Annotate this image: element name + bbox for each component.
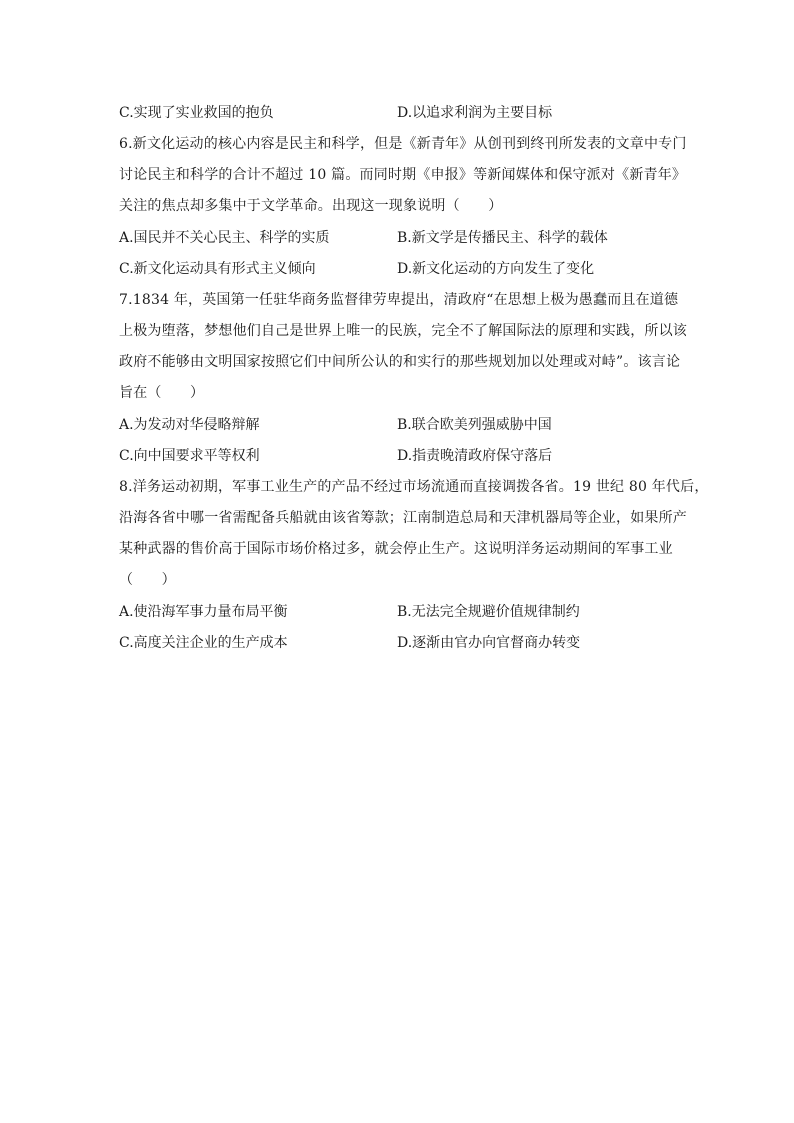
q8-stem-line-2: 沿海各省中哪一省需配备兵船就由该省筹款；江南制造总局和天津机器局等企业，如果所产 — [119, 510, 687, 526]
q6-stem-line-3: 关注的焦点却多集中于文学革命。出现这一现象说明（ ） — [119, 198, 503, 214]
q6-stem-line-1: 6.新文化运动的核心内容是民主和科学，但是《新青年》从创刊到终刊所发表的文章中专门 — [119, 136, 687, 152]
q7-stem-line-4: 旨在（ ） — [119, 385, 205, 401]
q6-stem-line-2: 讨论民主和科学的合计不超过 10 篇。而同时期《申报》等新闻媒体和保守派对《新青年》 — [119, 167, 687, 183]
q7-stem-line-1: 7.1834 年，英国第一任驻华商务监督律劳卑提出，清政府“在思想上极为愚蠢而且在道德 — [119, 292, 679, 308]
q7-option-b: B.联合欧美列强威胁中国 — [397, 417, 552, 433]
q5-option-d: D.以追求利润为主要目标 — [397, 105, 553, 121]
q8-option-d: D.逐渐由官办向官督商办转变 — [397, 635, 581, 651]
q8-option-b: B.无法完全规避价值规律制约 — [397, 604, 580, 620]
q6-option-c: C.新文化运动具有形式主义倾向 — [119, 261, 316, 277]
q8-stem-line-1: 8.洋务运动初期，军事工业生产的产品不经过市场流通而直接调拨各省。19 世纪 80 年代后， — [119, 479, 709, 495]
q7-option-c: C.向中国要求平等权利 — [119, 448, 260, 464]
q6-option-b: B.新文学是传播民主、科学的载体 — [397, 230, 608, 246]
q8-stem-line-3: 某种武器的售价高于国际市场价格过多，就会停止生产。这说明洋务运动期间的军事工业 — [119, 541, 673, 557]
q8-stem-line-4: （ ） — [119, 572, 176, 588]
q5-option-c: C.实现了实业救国的抱负 — [119, 105, 274, 121]
q6-option-a: A.国民并不关心民主、科学的实质 — [119, 230, 330, 246]
q6-option-d: D.新文化运动的方向发生了变化 — [397, 261, 595, 277]
q7-option-d: D.指责晚清政府保守落后 — [397, 448, 553, 464]
q8-option-a: A.使沿海军事力量布局平衡 — [119, 604, 288, 620]
q8-option-c: C.高度关注企业的生产成本 — [119, 635, 288, 651]
q7-stem-line-2: 上极为堕落，梦想他们自己是世界上唯一的民族，完全不了解国际法的原理和实践，所以该 — [119, 323, 687, 339]
q7-option-a: A.为发动对华侵略辩解 — [119, 417, 260, 433]
q7-stem-line-3: 政府不能够由文明国家按照它们中间所公认的和实行的那些规划加以处理或对峙”。该言论 — [119, 354, 681, 370]
